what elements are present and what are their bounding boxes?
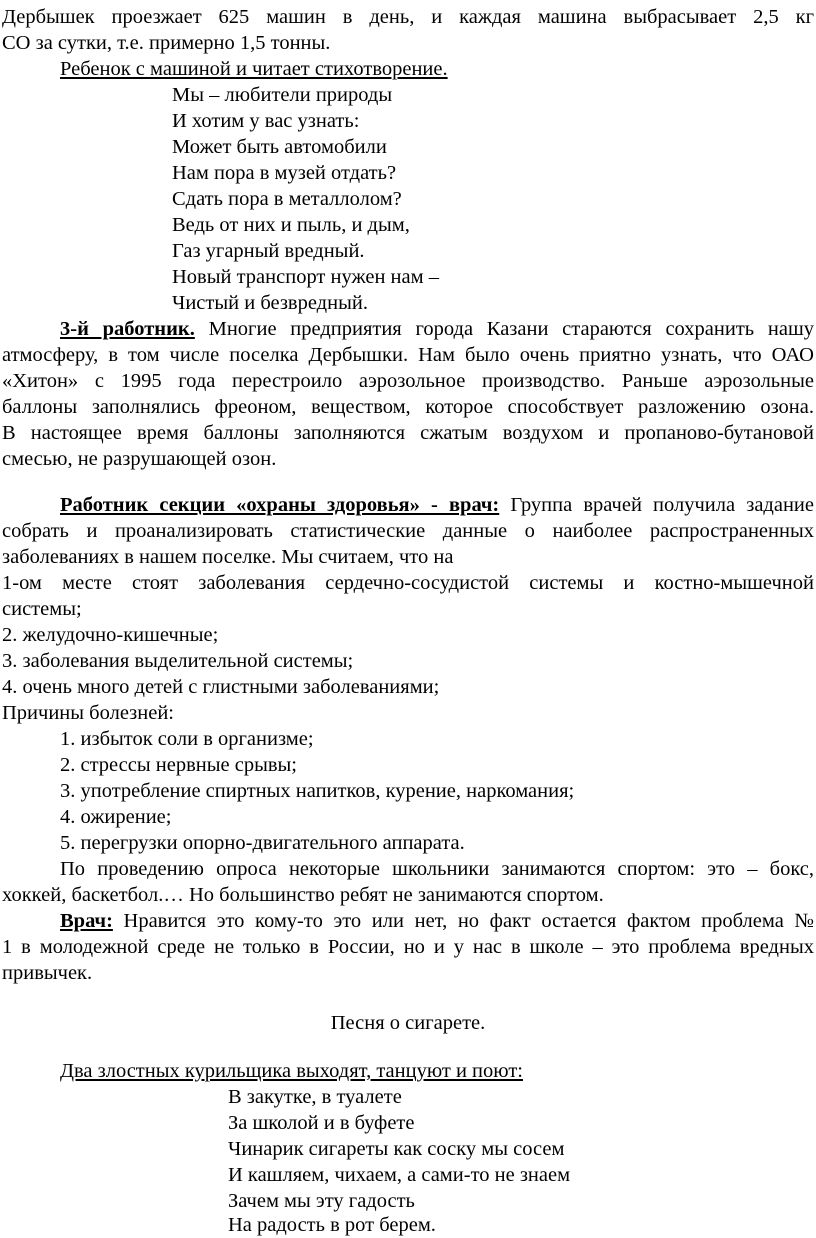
song-line: На радость в рот берем.	[228, 1214, 436, 1236]
song-line: И кашляем, чихаем, а сами-то не знаем	[228, 1164, 571, 1186]
cause-list-item: 1. избыток соли в организме;	[60, 728, 314, 750]
cause-list-item: 2. стрессы нервные срывы;	[60, 754, 298, 776]
poem-line: Чистый и безвредный.	[172, 292, 368, 314]
song-stage-direction: Два злостных курильщика выходят, танцуют и поют:	[60, 1060, 523, 1082]
health-line: системы;	[2, 598, 82, 620]
disease-list-item: 2. желудочно-кишечные;	[2, 624, 219, 646]
song-line: В закутке, в туалете	[228, 1086, 402, 1108]
worker3-line: смесью, не разрушающей озон.	[2, 448, 277, 470]
causes-title: Причины болезней:	[2, 702, 174, 724]
survey-line: хоккей, баскетбол.… Но большинство ребят не занимаются спортом.	[2, 884, 604, 906]
poem-line: Новый транспорт нужен нам –	[172, 266, 439, 288]
worker3-line: «Хитон» с 1995 года перестроило аэрозольное производство. Раньше аэрозольные	[2, 370, 814, 392]
poem-line: Нам пора в музей отдать?	[172, 162, 397, 184]
cause-list-item: 4. ожирение;	[60, 806, 172, 828]
health-label: Работник секции «охраны здоровья» - врач:	[60, 494, 500, 516]
worker3-text: Многие предприятия города Казани стараются сохранить нашу	[194, 318, 814, 340]
health-text: Группа врачей получила задание	[499, 494, 814, 516]
song-line: Зачем мы эту гадость	[228, 1190, 415, 1212]
health-line: 1-ом месте стоят заболевания сердечно-сосудистой системы и костно-мышечной	[2, 572, 814, 594]
worker3-first-line	[60, 316, 814, 342]
poem-line: Ведь от них и пыль, и дым,	[172, 214, 410, 236]
health-first-line	[60, 492, 814, 518]
poem-line: Может быть автомобили	[172, 136, 387, 158]
poem-line: Мы – любители природы	[172, 84, 393, 106]
doctor-label: Врач:	[60, 910, 113, 932]
worker3-label: 3-й работник.	[60, 318, 195, 340]
worker3-line: В настоящее время баллоны заполняются сжатым воздухом и пропаново-бутановой	[2, 422, 814, 444]
health-line: собрать и проанализировать статистические данные о наиболее распространенных	[2, 520, 814, 542]
child-heading: Ребенок с машиной и читает стихотворение.	[60, 58, 448, 80]
disease-list-item: 3. заболевания выделительной системы;	[2, 650, 354, 672]
poem-line: И хотим у вас узнать:	[172, 110, 360, 132]
intro-line-2: СО за сутки, т.е. примерно 1,5 тонны.	[2, 32, 331, 54]
worker3-line: баллоны заполнялись фреоном, веществом, которое способствует разложению озона.	[2, 396, 814, 418]
disease-list-item: 4. очень много детей с глистными заболеваниями;	[2, 676, 440, 698]
doctor-text: Нравится это кому-то это или нет, но факт остается фактом проблема №	[112, 910, 814, 932]
intro-line-1: Дербышек проезжает 625 машин в день, и каждая машина выбрасывает 2,5 кг	[2, 6, 814, 28]
cause-list-item: 5. перегрузки опорно-двигательного аппарата.	[60, 832, 465, 854]
doctor-first-line	[60, 908, 814, 934]
song-title: Песня о сигарете.	[330, 1012, 486, 1034]
doctor-line: привычек.	[2, 962, 93, 984]
survey-line: По проведению опроса некоторые школьники занимаются спортом: это – бокс,	[60, 858, 814, 880]
poem-line: Сдать пора в металлолом?	[172, 188, 402, 210]
song-line: За школой и в буфете	[228, 1112, 415, 1134]
poem-line: Газ угарный вредный.	[172, 240, 365, 262]
health-line: заболеваниях в нашем поселке. Мы считаем, что на	[2, 546, 454, 568]
song-line: Чинарик сигареты как соску мы сосем	[228, 1138, 565, 1160]
doctor-line: 1 в молодежной среде не только в России, но и у нас в школе – это проблема вредных	[2, 936, 814, 958]
worker3-line: атмосферу, в том числе поселка Дербышки. Нам было очень приятно узнать, что ОАО	[2, 344, 814, 366]
cause-list-item: 3. употребление спиртных напитков, курение, наркомания;	[60, 780, 575, 802]
